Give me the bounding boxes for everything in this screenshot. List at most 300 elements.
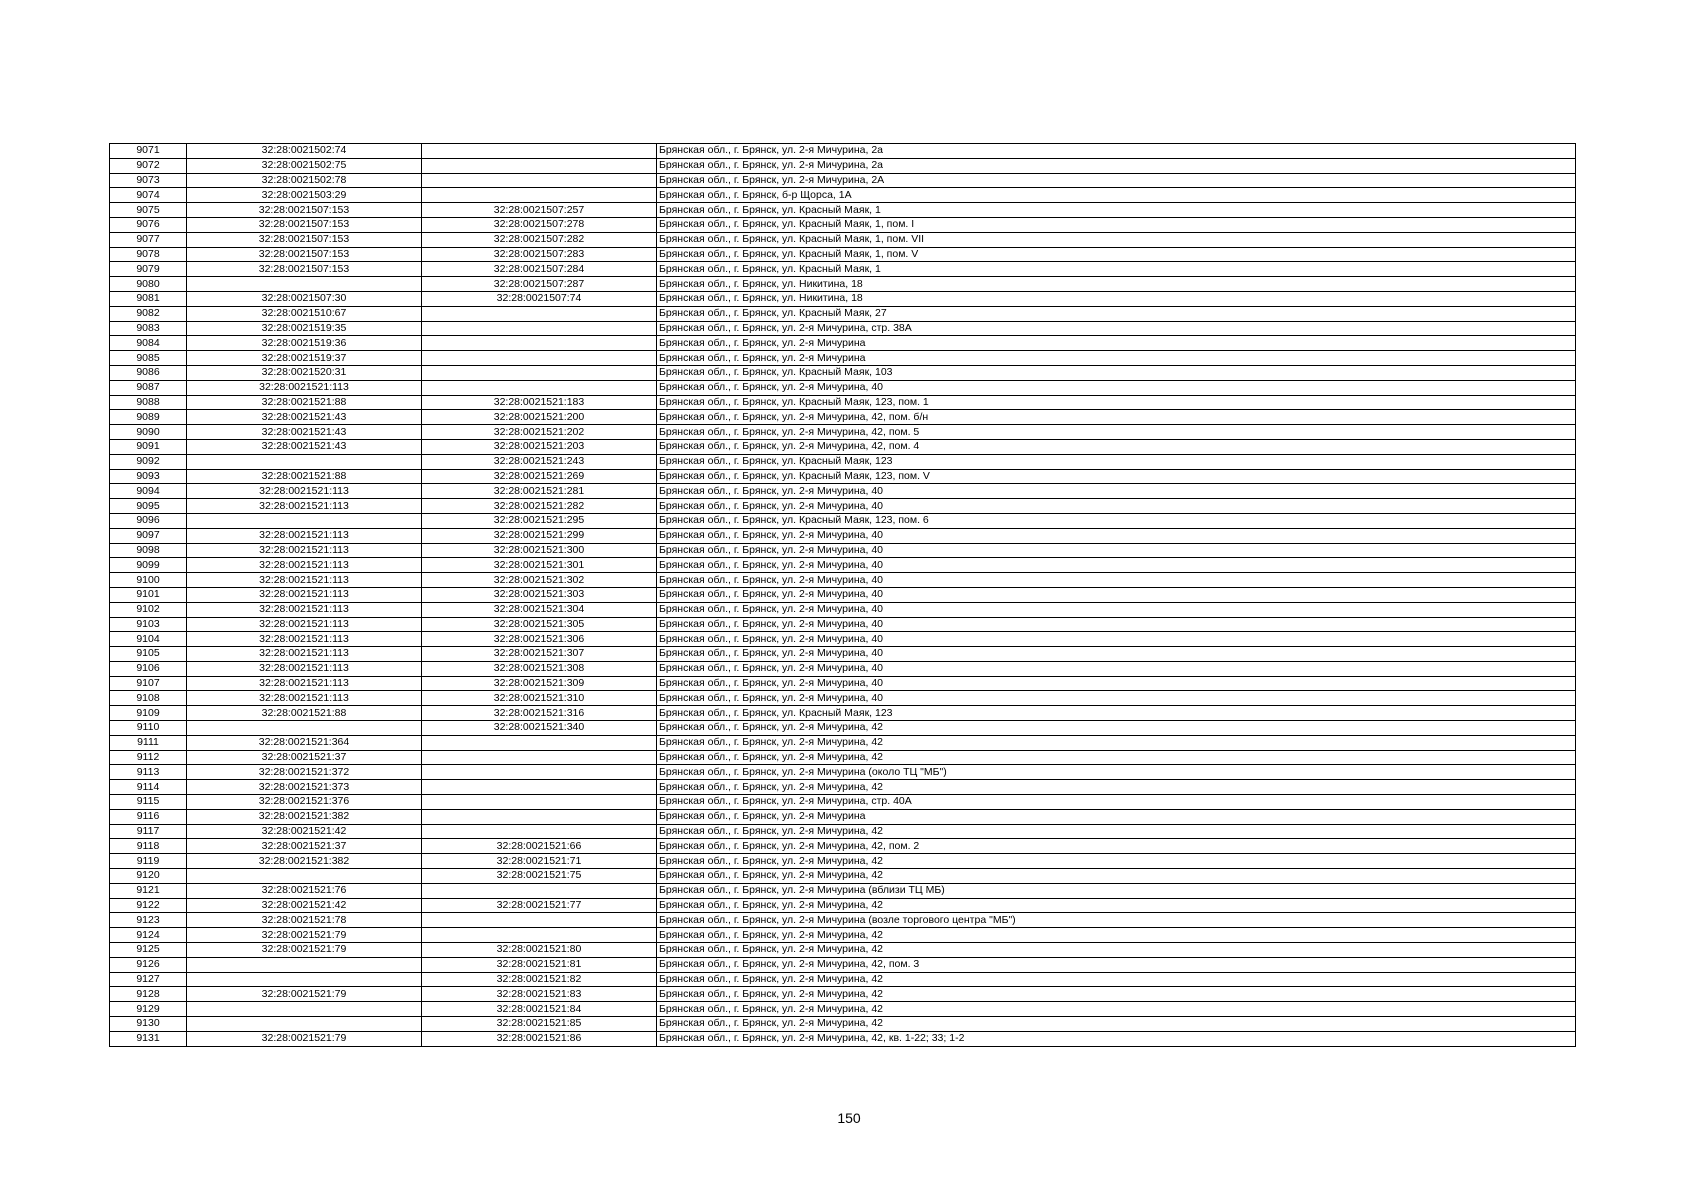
parcel-cadastral-number-cell: 32:28:0021521:43	[187, 425, 422, 440]
building-cadastral-number-cell: 32:28:0021521:200	[422, 410, 657, 425]
row-number-cell: 9103	[110, 617, 187, 632]
table-row	[110, 277, 1576, 292]
row-number-cell: 9100	[110, 573, 187, 588]
parcel-cadastral-number-cell: 32:28:0021507:30	[187, 291, 422, 306]
address-cell: Брянская обл., г. Брянск, ул. 2-я Мичурина, 40	[657, 617, 1576, 632]
parcel-cadastral-number-cell: 32:28:0021521:382	[187, 809, 422, 824]
row-number-cell: 9075	[110, 203, 187, 218]
parcel-cadastral-number-cell: 32:28:0021521:113	[187, 484, 422, 499]
building-cadastral-number-cell: 32:28:0021521:305	[422, 617, 657, 632]
row-number-cell: 9087	[110, 380, 187, 395]
row-number-cell: 9110	[110, 721, 187, 736]
table-row	[110, 913, 1576, 928]
building-cadastral-number-cell: 32:28:0021521:84	[422, 1002, 657, 1017]
parcel-cadastral-number-cell: 32:28:0021502:74	[187, 144, 422, 159]
table-row	[110, 602, 1576, 617]
parcel-cadastral-number-cell: 32:28:0021521:42	[187, 824, 422, 839]
table-row	[110, 1031, 1576, 1046]
table-row	[110, 928, 1576, 943]
address-cell: Брянская обл., г. Брянск, ул. 2-я Мичурина	[657, 809, 1576, 824]
table-row	[110, 365, 1576, 380]
table-row	[110, 972, 1576, 987]
address-cell: Брянская обл., г. Брянск, ул. 2-я Мичурина, 40	[657, 380, 1576, 395]
building-cadastral-number-cell	[422, 365, 657, 380]
parcel-cadastral-number-cell: 32:28:0021521:37	[187, 839, 422, 854]
building-cadastral-number-cell: 32:28:0021521:77	[422, 898, 657, 913]
building-cadastral-number-cell	[422, 306, 657, 321]
address-cell: Брянская обл., г. Брянск, ул. Красный Маяк, 123	[657, 454, 1576, 469]
row-number-cell: 9098	[110, 543, 187, 558]
parcel-cadastral-number-cell: 32:28:0021521:37	[187, 750, 422, 765]
address-cell: Брянская обл., г. Брянск, ул. 2-я Мичурина, 42	[657, 824, 1576, 839]
building-cadastral-number-cell: 32:28:0021521:302	[422, 573, 657, 588]
parcel-cadastral-number-cell: 32:28:0021521:79	[187, 987, 422, 1002]
building-cadastral-number-cell	[422, 144, 657, 159]
row-number-cell: 9124	[110, 928, 187, 943]
table-row	[110, 262, 1576, 277]
address-cell: Брянская обл., г. Брянск, ул. 2-я Мичурина, 2а	[657, 158, 1576, 173]
address-cell: Брянская обл., г. Брянск, ул. 2-я Мичурина, 42	[657, 987, 1576, 1002]
table-row	[110, 647, 1576, 662]
table-row	[110, 765, 1576, 780]
building-cadastral-number-cell: 32:28:0021521:308	[422, 661, 657, 676]
parcel-cadastral-number-cell: 32:28:0021502:75	[187, 158, 422, 173]
row-number-cell: 9093	[110, 469, 187, 484]
building-cadastral-number-cell: 32:28:0021507:282	[422, 232, 657, 247]
row-number-cell: 9079	[110, 262, 187, 277]
table-row	[110, 203, 1576, 218]
table-row	[110, 439, 1576, 454]
row-number-cell: 9101	[110, 587, 187, 602]
parcel-cadastral-number-cell: 32:28:0021521:113	[187, 617, 422, 632]
row-number-cell: 9091	[110, 439, 187, 454]
building-cadastral-number-cell	[422, 188, 657, 203]
building-cadastral-number-cell: 32:28:0021521:282	[422, 499, 657, 514]
address-cell: Брянская обл., г. Брянск, ул. 2-я Мичурина, 40	[657, 691, 1576, 706]
row-number-cell: 9076	[110, 217, 187, 232]
table-row	[110, 824, 1576, 839]
parcel-cadastral-number-cell: 32:28:0021521:113	[187, 676, 422, 691]
table-row	[110, 750, 1576, 765]
table-row	[110, 721, 1576, 736]
address-cell: Брянская обл., г. Брянск, ул. 2-я Мичурина, 42	[657, 898, 1576, 913]
address-cell: Брянская обл., г. Брянск, ул. 2-я Мичурина, стр. 40А	[657, 795, 1576, 810]
address-cell: Брянская обл., г. Брянск, ул. 2-я Мичурина, 42	[657, 721, 1576, 736]
row-number-cell: 9113	[110, 765, 187, 780]
table-row	[110, 661, 1576, 676]
address-cell: Брянская обл., г. Брянск, ул. Красный Маяк, 1	[657, 203, 1576, 218]
table-row	[110, 898, 1576, 913]
table-row	[110, 735, 1576, 750]
parcel-cadastral-number-cell: 32:28:0021521:113	[187, 647, 422, 662]
row-number-cell: 9108	[110, 691, 187, 706]
row-number-cell: 9119	[110, 854, 187, 869]
row-number-cell: 9123	[110, 913, 187, 928]
address-cell: Брянская обл., г. Брянск, ул. 2-я Мичурина, 42	[657, 735, 1576, 750]
table-row	[110, 247, 1576, 262]
building-cadastral-number-cell: 32:28:0021521:71	[422, 854, 657, 869]
row-number-cell: 9092	[110, 454, 187, 469]
row-number-cell: 9083	[110, 321, 187, 336]
building-cadastral-number-cell: 32:28:0021521:310	[422, 691, 657, 706]
row-number-cell: 9099	[110, 558, 187, 573]
address-cell: Брянская обл., г. Брянск, ул. 2-я Мичурина, 42, пом. 3	[657, 957, 1576, 972]
building-cadastral-number-cell: 32:28:0021521:85	[422, 1017, 657, 1032]
parcel-cadastral-number-cell	[187, 869, 422, 884]
row-number-cell: 9073	[110, 173, 187, 188]
building-cadastral-number-cell: 32:28:0021521:80	[422, 943, 657, 958]
parcel-cadastral-number-cell: 32:28:0021521:113	[187, 602, 422, 617]
building-cadastral-number-cell	[422, 380, 657, 395]
table-row	[110, 291, 1576, 306]
building-cadastral-number-cell: 32:28:0021521:295	[422, 513, 657, 528]
building-cadastral-number-cell	[422, 750, 657, 765]
table-row	[110, 158, 1576, 173]
building-cadastral-number-cell: 32:28:0021521:75	[422, 869, 657, 884]
parcel-cadastral-number-cell: 32:28:0021521:88	[187, 469, 422, 484]
row-number-cell: 9118	[110, 839, 187, 854]
address-cell: Брянская обл., г. Брянск, ул. Красный Маяк, 27	[657, 306, 1576, 321]
parcel-cadastral-number-cell	[187, 1017, 422, 1032]
address-cell: Брянская обл., г. Брянск, ул. Никитина, 18	[657, 291, 1576, 306]
table-row	[110, 217, 1576, 232]
address-cell: Брянская обл., г. Брянск, ул. 2-я Мичурина, 42	[657, 972, 1576, 987]
address-cell: Брянская обл., г. Брянск, ул. 2-я Мичурина, 40	[657, 632, 1576, 647]
row-number-cell: 9115	[110, 795, 187, 810]
parcel-cadastral-number-cell: 32:28:0021521:113	[187, 587, 422, 602]
parcel-cadastral-number-cell: 32:28:0021521:113	[187, 499, 422, 514]
address-cell: Брянская обл., г. Брянск, ул. 2-я Мичурина	[657, 336, 1576, 351]
address-cell: Брянская обл., г. Брянск, ул. 2-я Мичурина, 40	[657, 558, 1576, 573]
address-cell: Брянская обл., г. Брянск, ул. 2-я Мичурина, 42	[657, 750, 1576, 765]
address-cell: Брянская обл., г. Брянск, ул. 2-я Мичурина, 40	[657, 602, 1576, 617]
parcel-cadastral-number-cell: 32:28:0021510:67	[187, 306, 422, 321]
row-number-cell: 9130	[110, 1017, 187, 1032]
parcel-cadastral-number-cell: 32:28:0021521:382	[187, 854, 422, 869]
building-cadastral-number-cell	[422, 780, 657, 795]
address-cell: Брянская обл., г. Брянск, ул. 2-я Мичурина, 42, пом. 2	[657, 839, 1576, 854]
parcel-cadastral-number-cell: 32:28:0021521:79	[187, 943, 422, 958]
address-cell: Брянская обл., г. Брянск, ул. 2-я Мичурина, 42	[657, 1002, 1576, 1017]
building-cadastral-number-cell: 32:28:0021507:74	[422, 291, 657, 306]
address-cell: Брянская обл., г. Брянск, ул. 2-я Мичурина	[657, 351, 1576, 366]
parcel-cadastral-number-cell	[187, 454, 422, 469]
address-cell: Брянская обл., г. Брянск, ул. 2-я Мичурина (около ТЦ "МБ")	[657, 765, 1576, 780]
building-cadastral-number-cell: 32:28:0021521:301	[422, 558, 657, 573]
table-row	[110, 587, 1576, 602]
row-number-cell: 9128	[110, 987, 187, 1002]
row-number-cell: 9106	[110, 661, 187, 676]
row-number-cell: 9125	[110, 943, 187, 958]
table-row	[110, 795, 1576, 810]
parcel-cadastral-number-cell: 32:28:0021521:79	[187, 928, 422, 943]
row-number-cell: 9111	[110, 735, 187, 750]
building-cadastral-number-cell: 32:28:0021507:283	[422, 247, 657, 262]
parcel-cadastral-number-cell	[187, 1002, 422, 1017]
table-row	[110, 513, 1576, 528]
row-number-cell: 9116	[110, 809, 187, 824]
table-row	[110, 706, 1576, 721]
table-row	[110, 987, 1576, 1002]
parcel-cadastral-number-cell	[187, 513, 422, 528]
address-cell: Брянская обл., г. Брянск, ул. Красный Маяк, 1	[657, 262, 1576, 277]
parcel-cadastral-number-cell	[187, 277, 422, 292]
address-cell: Брянская обл., г. Брянск, ул. 2-я Мичурина, стр. 38А	[657, 321, 1576, 336]
address-cell: Брянская обл., г. Брянск, ул. 2-я Мичурина, 40	[657, 676, 1576, 691]
table-row	[110, 883, 1576, 898]
table-row	[110, 380, 1576, 395]
address-cell: Брянская обл., г. Брянск, ул. 2-я Мичурина, 40	[657, 543, 1576, 558]
building-cadastral-number-cell: 32:28:0021521:306	[422, 632, 657, 647]
building-cadastral-number-cell: 32:28:0021507:284	[422, 262, 657, 277]
row-number-cell: 9097	[110, 528, 187, 543]
row-number-cell: 9071	[110, 144, 187, 159]
row-number-cell: 9117	[110, 824, 187, 839]
building-cadastral-number-cell	[422, 824, 657, 839]
table-row	[110, 484, 1576, 499]
address-cell: Брянская обл., г. Брянск, ул. 2-я Мичурина, 40	[657, 573, 1576, 588]
building-cadastral-number-cell	[422, 351, 657, 366]
building-cadastral-number-cell: 32:28:0021521:307	[422, 647, 657, 662]
address-cell: Брянская обл., г. Брянск, ул. 2-я Мичурина, 42	[657, 869, 1576, 884]
parcel-cadastral-number-cell: 32:28:0021521:43	[187, 439, 422, 454]
building-cadastral-number-cell: 32:28:0021521:281	[422, 484, 657, 499]
row-number-cell: 9084	[110, 336, 187, 351]
parcel-cadastral-number-cell: 32:28:0021521:88	[187, 706, 422, 721]
building-cadastral-number-cell: 32:28:0021521:304	[422, 602, 657, 617]
parcel-cadastral-number-cell: 32:28:0021521:376	[187, 795, 422, 810]
table-row	[110, 499, 1576, 514]
building-cadastral-number-cell: 32:28:0021507:287	[422, 277, 657, 292]
table-row	[110, 676, 1576, 691]
address-cell: Брянская обл., г. Брянск, ул. 2-я Мичурина (возле торгового центра "МБ")	[657, 913, 1576, 928]
address-cell: Брянская обл., г. Брянск, ул. 2-я Мичурина, 2а	[657, 144, 1576, 159]
row-number-cell: 9114	[110, 780, 187, 795]
address-cell: Брянская обл., г. Брянск, ул. 2-я Мичурина, 42	[657, 1017, 1576, 1032]
table-row	[110, 188, 1576, 203]
row-number-cell: 9109	[110, 706, 187, 721]
address-cell: Брянская обл., г. Брянск, ул. Красный Маяк, 123, пом. 1	[657, 395, 1576, 410]
building-cadastral-number-cell: 32:28:0021521:340	[422, 721, 657, 736]
row-number-cell: 9088	[110, 395, 187, 410]
parcel-cadastral-number-cell: 32:28:0021507:153	[187, 247, 422, 262]
building-cadastral-number-cell: 32:28:0021521:299	[422, 528, 657, 543]
parcel-cadastral-number-cell: 32:28:0021521:113	[187, 543, 422, 558]
table-row	[110, 869, 1576, 884]
address-cell: Брянская обл., г. Брянск, ул. Красный Маяк, 123, пом. 6	[657, 513, 1576, 528]
parcel-cadastral-number-cell: 32:28:0021507:153	[187, 232, 422, 247]
table-row	[110, 306, 1576, 321]
parcel-cadastral-number-cell: 32:28:0021521:76	[187, 883, 422, 898]
row-number-cell: 9080	[110, 277, 187, 292]
row-number-cell: 9105	[110, 647, 187, 662]
building-cadastral-number-cell: 32:28:0021507:257	[422, 203, 657, 218]
table-row	[110, 573, 1576, 588]
table-row	[110, 425, 1576, 440]
address-cell: Брянская обл., г. Брянск, ул. 2-я Мичурина, 40	[657, 647, 1576, 662]
building-cadastral-number-cell	[422, 158, 657, 173]
row-number-cell: 9074	[110, 188, 187, 203]
row-number-cell: 9120	[110, 869, 187, 884]
address-cell: Брянская обл., г. Брянск, б-р Щорса, 1А	[657, 188, 1576, 203]
table-row	[110, 336, 1576, 351]
address-cell: Брянская обл., г. Брянск, ул. 2-я Мичурина, 42	[657, 854, 1576, 869]
building-cadastral-number-cell	[422, 765, 657, 780]
table-row	[110, 528, 1576, 543]
table-row	[110, 173, 1576, 188]
row-number-cell: 9090	[110, 425, 187, 440]
parcel-cadastral-number-cell: 32:28:0021521:364	[187, 735, 422, 750]
address-cell: Брянская обл., г. Брянск, ул. 2-я Мичурина (вблизи ТЦ МБ)	[657, 883, 1576, 898]
building-cadastral-number-cell	[422, 735, 657, 750]
address-cell: Брянская обл., г. Брянск, ул. 2-я Мичурина, 40	[657, 484, 1576, 499]
parcel-cadastral-number-cell: 32:28:0021521:88	[187, 395, 422, 410]
address-cell: Брянская обл., г. Брянск, ул. Никитина, 18	[657, 277, 1576, 292]
table-row	[110, 632, 1576, 647]
address-cell: Брянская обл., г. Брянск, ул. 2-я Мичурина, 42	[657, 780, 1576, 795]
parcel-cadastral-number-cell: 32:28:0021507:153	[187, 217, 422, 232]
parcel-cadastral-number-cell	[187, 721, 422, 736]
parcel-cadastral-number-cell: 32:28:0021521:373	[187, 780, 422, 795]
table-row	[110, 543, 1576, 558]
parcel-cadastral-number-cell	[187, 972, 422, 987]
building-cadastral-number-cell: 32:28:0021521:82	[422, 972, 657, 987]
building-cadastral-number-cell	[422, 883, 657, 898]
parcel-cadastral-number-cell: 32:28:0021507:153	[187, 262, 422, 277]
table-row	[110, 839, 1576, 854]
building-cadastral-number-cell: 32:28:0021521:309	[422, 676, 657, 691]
parcel-cadastral-number-cell: 32:28:0021521:78	[187, 913, 422, 928]
table-row	[110, 351, 1576, 366]
table-row	[110, 454, 1576, 469]
address-cell: Брянская обл., г. Брянск, ул. 2-я Мичурина, 42, пом. 4	[657, 439, 1576, 454]
table-row	[110, 469, 1576, 484]
building-cadastral-number-cell: 32:28:0021521:303	[422, 587, 657, 602]
row-number-cell: 9077	[110, 232, 187, 247]
parcel-cadastral-number-cell: 32:28:0021521:79	[187, 1031, 422, 1046]
table-row	[110, 410, 1576, 425]
building-cadastral-number-cell: 32:28:0021521:83	[422, 987, 657, 1002]
row-number-cell: 9094	[110, 484, 187, 499]
building-cadastral-number-cell: 32:28:0021521:86	[422, 1031, 657, 1046]
address-cell: Брянская обл., г. Брянск, ул. 2-я Мичурина, 40	[657, 587, 1576, 602]
address-cell: Брянская обл., г. Брянск, ул. Красный Маяк, 123, пом. V	[657, 469, 1576, 484]
building-cadastral-number-cell: 32:28:0021521:243	[422, 454, 657, 469]
row-number-cell: 9096	[110, 513, 187, 528]
row-number-cell: 9102	[110, 602, 187, 617]
table-row	[110, 809, 1576, 824]
row-number-cell: 9078	[110, 247, 187, 262]
parcel-cadastral-number-cell: 32:28:0021521:113	[187, 558, 422, 573]
table-row	[110, 558, 1576, 573]
parcel-cadastral-number-cell: 32:28:0021521:113	[187, 573, 422, 588]
row-number-cell: 9121	[110, 883, 187, 898]
parcel-cadastral-number-cell	[187, 957, 422, 972]
row-number-cell: 9107	[110, 676, 187, 691]
building-cadastral-number-cell	[422, 336, 657, 351]
parcel-cadastral-number-cell: 32:28:0021521:113	[187, 528, 422, 543]
parcel-cadastral-number-cell: 32:28:0021503:29	[187, 188, 422, 203]
parcel-cadastral-number-cell: 32:28:0021521:372	[187, 765, 422, 780]
parcel-cadastral-number-cell: 32:28:0021521:113	[187, 691, 422, 706]
address-cell: Брянская обл., г. Брянск, ул. Красный Маяк, 103	[657, 365, 1576, 380]
row-number-cell: 9122	[110, 898, 187, 913]
parcel-cadastral-number-cell: 32:28:0021519:35	[187, 321, 422, 336]
row-number-cell: 9126	[110, 957, 187, 972]
parcel-cadastral-number-cell: 32:28:0021519:37	[187, 351, 422, 366]
table-row	[110, 691, 1576, 706]
cadastral-table	[109, 143, 1576, 1047]
row-number-cell: 9089	[110, 410, 187, 425]
building-cadastral-number-cell	[422, 321, 657, 336]
building-cadastral-number-cell: 32:28:0021521:203	[422, 439, 657, 454]
address-cell: Брянская обл., г. Брянск, ул. 2-я Мичурина, 42, пом. б/н	[657, 410, 1576, 425]
building-cadastral-number-cell: 32:28:0021521:316	[422, 706, 657, 721]
table-row	[110, 854, 1576, 869]
table-row	[110, 943, 1576, 958]
building-cadastral-number-cell	[422, 928, 657, 943]
address-cell: Брянская обл., г. Брянск, ул. 2-я Мичурина, 42, пом. 5	[657, 425, 1576, 440]
address-cell: Брянская обл., г. Брянск, ул. Красный Маяк, 1, пом. VII	[657, 232, 1576, 247]
parcel-cadastral-number-cell: 32:28:0021521:42	[187, 898, 422, 913]
parcel-cadastral-number-cell: 32:28:0021507:153	[187, 203, 422, 218]
address-cell: Брянская обл., г. Брянск, ул. 2-я Мичурина, 42, кв. 1-22; 33; 1-2	[657, 1031, 1576, 1046]
row-number-cell: 9104	[110, 632, 187, 647]
row-number-cell: 9081	[110, 291, 187, 306]
parcel-cadastral-number-cell: 32:28:0021520:31	[187, 365, 422, 380]
address-cell: Брянская обл., г. Брянск, ул. 2-я Мичурина, 2А	[657, 173, 1576, 188]
table-row	[110, 1017, 1576, 1032]
building-cadastral-number-cell: 32:28:0021521:269	[422, 469, 657, 484]
table-row	[110, 617, 1576, 632]
building-cadastral-number-cell: 32:28:0021521:66	[422, 839, 657, 854]
parcel-cadastral-number-cell: 32:28:0021521:113	[187, 380, 422, 395]
row-number-cell: 9085	[110, 351, 187, 366]
address-cell: Брянская обл., г. Брянск, ул. Красный Маяк, 1, пом. V	[657, 247, 1576, 262]
row-number-cell: 9072	[110, 158, 187, 173]
table-row	[110, 395, 1576, 410]
address-cell: Брянская обл., г. Брянск, ул. 2-я Мичурина, 42	[657, 943, 1576, 958]
address-cell: Брянская обл., г. Брянск, ул. Красный Маяк, 1, пом. I	[657, 217, 1576, 232]
address-cell: Брянская обл., г. Брянск, ул. 2-я Мичурина, 40	[657, 499, 1576, 514]
building-cadastral-number-cell: 32:28:0021507:278	[422, 217, 657, 232]
building-cadastral-number-cell: 32:28:0021521:183	[422, 395, 657, 410]
building-cadastral-number-cell	[422, 913, 657, 928]
row-number-cell: 9112	[110, 750, 187, 765]
row-number-cell: 9127	[110, 972, 187, 987]
building-cadastral-number-cell: 32:28:0021521:202	[422, 425, 657, 440]
building-cadastral-number-cell: 32:28:0021521:300	[422, 543, 657, 558]
building-cadastral-number-cell	[422, 795, 657, 810]
parcel-cadastral-number-cell: 32:28:0021502:78	[187, 173, 422, 188]
parcel-cadastral-number-cell: 32:28:0021521:113	[187, 632, 422, 647]
table-body	[110, 144, 1576, 1047]
parcel-cadastral-number-cell: 32:28:0021521:113	[187, 661, 422, 676]
address-cell: Брянская обл., г. Брянск, ул. 2-я Мичурина, 42	[657, 928, 1576, 943]
address-cell: Брянская обл., г. Брянск, ул. 2-я Мичурина, 40	[657, 528, 1576, 543]
row-number-cell: 9086	[110, 365, 187, 380]
table-row	[110, 957, 1576, 972]
table-row	[110, 321, 1576, 336]
table-row	[110, 232, 1576, 247]
building-cadastral-number-cell	[422, 809, 657, 824]
page-number: 150	[837, 1110, 861, 1126]
row-number-cell: 9131	[110, 1031, 187, 1046]
table-row	[110, 144, 1576, 159]
address-cell: Брянская обл., г. Брянск, ул. 2-я Мичурина, 40	[657, 661, 1576, 676]
building-cadastral-number-cell: 32:28:0021521:81	[422, 957, 657, 972]
table-row	[110, 780, 1576, 795]
